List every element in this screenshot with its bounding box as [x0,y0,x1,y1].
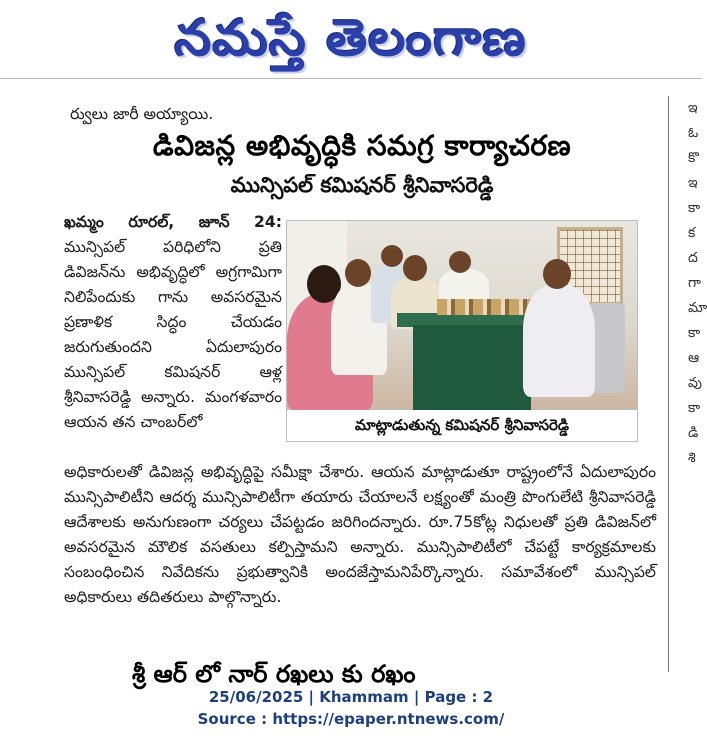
photo-person-head [449,251,471,273]
article-paragraph-full: అధికారులతో డివిజన్ల అభివృద్ధిపై సమీక్షా చేశారు. ఆయన మాట్లాడుతూ రాష్ట్రంలోనే ఏదులాపురం మున్సిపాలిటీని ఆదర్శ మున్సిపాలిటీగా తయారు చేయాలనే లక్ష్యంతో మంత్రి పొంగులేటి శ్రీనివాసరెడ్డి ఆదేశాలకు అనుగుణంగా చర్యలు చేపట్టడం జరిగిందన్నారు. రూ.75కోట్ల నిధులతో ప్రతి డివిజన్‌లో అవసరమైన మౌలిక వసతులు కల్పిస్తామని అన్నారు. మున్సిపాలిటీలో చేపట్టే కార్యక్రమాలకు సంబంధించిన నివేదికను ప్రభుత్వానికి అందజేస్తామనిపేర్కొన్నారు. సమావేశంలో మున్సిపల్ అధికారులు తదితరులు పాల్గొన్నారు. [64,463,656,606]
newspaper-logo: నమస్తే తెలంగాణ [174,9,528,67]
adjacent-column-glyph: కా [688,200,701,216]
adjacent-column-glyph: గా [688,275,701,291]
photo-desk [413,325,531,411]
adjacent-column-glyph: కొ [688,150,699,166]
article-dateline: ఖమ్మం రూరల్, జూన్ 24: [64,213,282,231]
article-clipping [62,96,672,688]
edition-info: 25/06/2025 | Khammam | Page : 2 [208,688,494,706]
adjacent-column-glyph: ఇ [688,175,698,191]
adjacent-column-glyph: మా [688,300,707,316]
adjacent-column-glyph: వు [688,375,702,391]
adjacent-column-fragment [672,96,707,516]
photo-caption: మాట్లాడుతున్న కమిషనర్ శ్రీనివాసరెడ్డి [286,410,638,442]
photo-person-head [381,245,403,267]
page-footer [0,686,702,730]
masthead [0,0,702,78]
column-divider [668,96,669,672]
adjacent-column-glyph: క [688,225,696,241]
photo-commissioner-head [543,259,571,289]
adjacent-column-glyph: శి [688,450,696,466]
adjacent-column-glyph: కా [688,400,701,416]
previous-article-tail: ర్వులు జారీ అయ్యాయి. [70,105,214,123]
adjacent-column-glyph: డి [688,425,699,441]
article-headline: డివిజన్ల అభివృద్ధికి సమగ్ర కార్యాచరణ [152,129,572,162]
masthead-divider [0,78,702,79]
adjacent-column-glyph: ఓ [688,125,699,141]
adjacent-column-glyph: ద [688,250,698,266]
photo-person-head [345,259,371,287]
adjacent-column-glyph: ఇ [688,100,698,116]
photo-commissioner [523,285,595,397]
source-url: Source : https://epaper.ntnews.com/ [197,710,505,728]
adjacent-column-glyph: ఆ [688,350,700,366]
article-photo [286,220,638,410]
adjacent-column-glyph: కా [688,325,701,341]
article-body-full-width [64,460,656,610]
article-paragraph-left: మున్సిపల్ పరిధిలోని ప్రతి డివిజన్‌ను అభివృద్ధిలో అగ్రగామిగా నిలిపేందుకు గాను అవసరమైన ప్రణాళిక సిద్ధం చేయడం జరుగుతుందని ఏదులాపురం మున్సిపల్ కమిషనర్ ఆళ్ల శ్రీనివాసరెడ్డి అన్నారు. మంగళవారం ఆయన తన చాంబర్‌లో [64,238,282,431]
photo-person-head [403,255,427,281]
article-body-left-column [64,210,282,435]
article-subheadline: మున్సిపల్ కమిషనర్ శ్రీనివాసరెడ్డి [230,173,494,197]
next-article-headline-fragment: శ్రీ ఆర్ లో నార్ రఖలు కు రఖం [132,660,416,688]
